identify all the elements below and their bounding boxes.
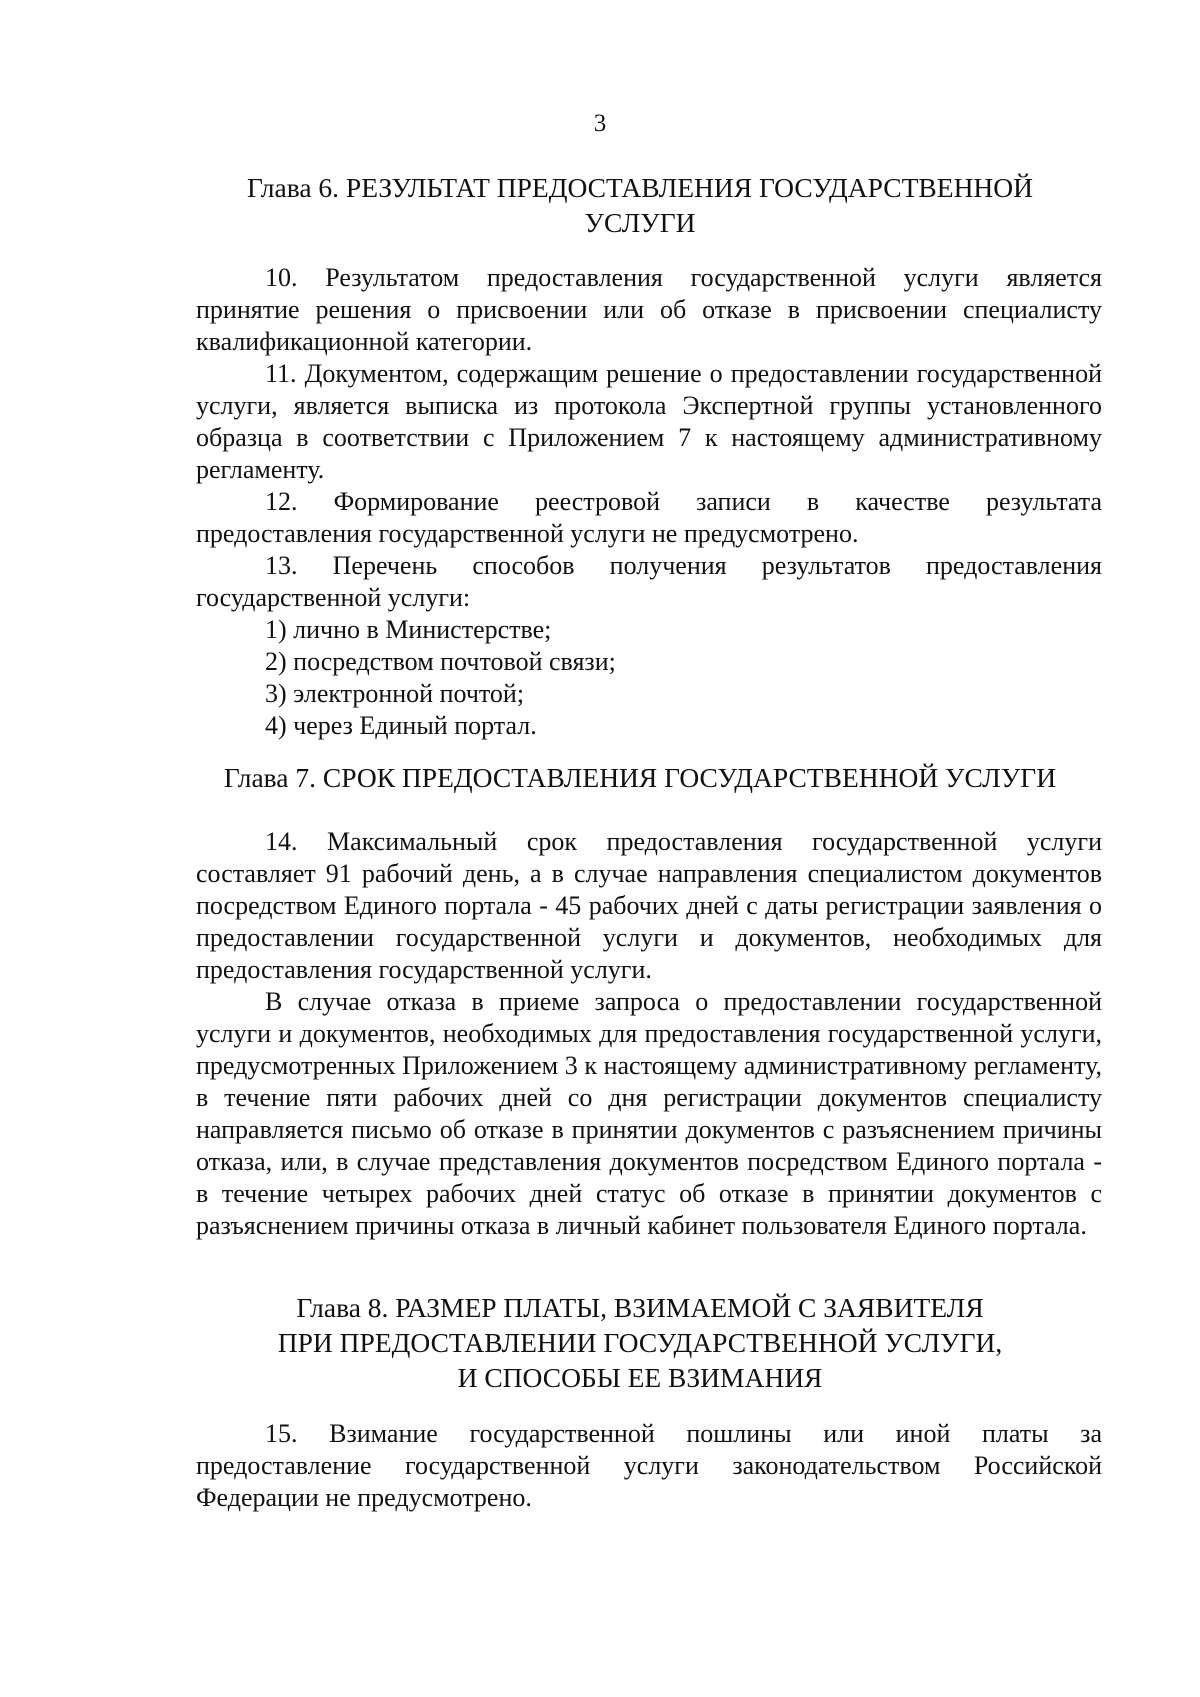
chapter-7-body [196,826,1102,1242]
chapter-6-body [196,262,1102,742]
paragraph-15: 15. Взимание государственной пошлины или иной платы за предоставление государственной услуги законодательством Российской Федерации не предусмотрено. [196,1419,1102,1512]
chapter-6-heading [160,170,1120,240]
paragraph-13: 13. Перечень способов получения результатов предоставления государственной услуги: [196,551,1102,612]
list-item-1: 1) лично в Министерстве; [265,615,552,644]
paragraph-14-continued: В случае отказа в приеме запроса о предоставлении государственной услуги и документов, необходимых для предоставления государственной услуги, предусмотренных Приложением 3 к настоящему административному регламенту, в течение пяти рабочих дней со дня регистрации документов специалисту направляется письмо об отказе в принятии документов с разъяснением причины отказа, или, в случае представления документов посредством Единого портала - в течение четырех рабочих дней статус об отказе в принятии документов с разъяснением причины отказа в личный кабинет пользователя Единого портала. [196,987,1102,1240]
chapter-6-heading-line-2: УСЛУГИ [584,207,696,238]
paragraph-14: 14. Максимальный срок предоставления государственной услуги составляет 91 рабочий день, а в случае направления специалистом документов посредством Единого портала - 45 рабочих дней с даты регистрации заявления о предоставлении государственной услуги и документов, необходимых для предоставления государственной услуги. [196,827,1102,984]
list-item-3: 3) электронной почтой; [265,679,525,708]
chapter-8-heading-line-1: Глава 8. РАЗМЕР ПЛАТЫ, ВЗИМАЕМОЙ С ЗАЯВИТЕЛЯ [296,1292,984,1323]
paragraph-11: 11. Документом, содержащим решение о предоставлении государственной услуги, является выписка из протокола Экспертной группы установленного образца в соответствии с Приложением 7 к настоящему административному регламенту. [196,359,1102,484]
chapter-8-heading-line-2: ПРИ ПРЕДОСТАВЛЕНИИ ГОСУДАРСТВЕННОЙ УСЛУГИ, [277,1327,1003,1358]
chapter-7-heading [160,760,1120,795]
paragraph-12: 12. Формирование реестровой записи в качестве результата предоставления государственной услуги не предусмотрено. [196,487,1102,548]
chapter-7-heading-line: Глава 7. СРОК ПРЕДОСТАВЛЕНИЯ ГОСУДАРСТВЕННОЙ УСЛУГИ [223,762,1057,793]
list-item-4: 4) через Единый портал. [265,711,537,740]
chapter-8-heading [160,1290,1120,1395]
chapter-8-heading-line-3: И СПОСОБЫ ЕЕ ВЗИМАНИЯ [457,1362,823,1393]
list-item-2: 2) посредством почтовой связи; [265,647,616,676]
page-number: 3 [593,110,607,137]
chapter-6-heading-line-1: Глава 6. РЕЗУЛЬТАТ ПРЕДОСТАВЛЕНИЯ ГОСУДАРСТВЕННОЙ [246,172,1034,203]
paragraph-10: 10. Результатом предоставления государственной услуги является принятие решения о присвоении или об отказе в присвоении специалисту квалификационной категории. [196,263,1102,356]
chapter-8-body [196,1418,1102,1514]
